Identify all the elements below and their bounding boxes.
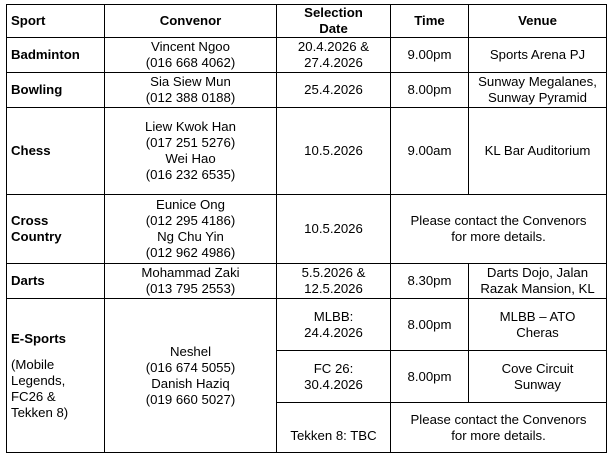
date-line: MLBB: (313, 308, 354, 324)
note-cross-country (391, 195, 607, 264)
convenor-name: Ng Chu Yin (157, 229, 224, 244)
sport-bowling: Bowling (7, 73, 105, 108)
venue-chess: KL Bar Auditorium (469, 108, 607, 195)
row-esports-mlbb (7, 299, 607, 351)
note-line: for more details. (451, 427, 546, 443)
row-bowling (7, 73, 607, 108)
convenor-name: Wei Hao (165, 151, 216, 166)
sport-sub-line: (Mobile (11, 356, 55, 372)
date-line: 24.4.2026 (304, 324, 363, 340)
convenor-phone: (016 668 4062) (145, 55, 236, 70)
date-tekken: Tekken 8: TBC (277, 403, 391, 453)
date-line: 27.4.2026 (304, 55, 363, 70)
sport-chess: Chess (7, 108, 105, 195)
row-darts (7, 264, 607, 299)
date-mlbb (277, 299, 391, 351)
convenor-phone: (016 232 6535) (145, 167, 236, 182)
row-cross-country (7, 195, 607, 264)
header-row (7, 5, 607, 38)
sports-selection-table (6, 4, 607, 453)
header-selection-date-line1: Selection (304, 5, 363, 20)
convenor-bowling (105, 73, 277, 108)
sport-name: E-Sports (11, 330, 66, 346)
header-convenor: Convenor (105, 5, 277, 38)
date-badminton (277, 38, 391, 73)
note-line: for more details. (451, 229, 546, 244)
time-bowling: 8.00pm (391, 73, 469, 108)
convenor-badminton (105, 38, 277, 73)
sport-darts: Darts (7, 264, 105, 299)
sport-sub-line: Legends, (11, 372, 66, 388)
convenor-name: Danish Haziq (151, 375, 230, 391)
date-line: 20.4.2026 & (297, 39, 370, 54)
time-badminton: 9.00pm (391, 38, 469, 73)
time-chess: 9.00am (391, 108, 469, 195)
convenor-phone: (016 674 5055) (145, 359, 236, 375)
convenor-esports (105, 299, 277, 453)
convenor-name: Sia Siew Mun (150, 74, 231, 89)
date-bowling: 25.4.2026 (277, 73, 391, 108)
date-cross-country: 10.5.2026 (277, 195, 391, 264)
time-darts: 8.30pm (391, 264, 469, 299)
convenor-phone: (019 660 5027) (145, 391, 236, 407)
venue-line: Sunway (514, 376, 561, 392)
note-tekken (391, 403, 607, 453)
header-selection-date (277, 5, 391, 38)
convenor-chess (105, 108, 277, 195)
date-line: 12.5.2026 (304, 281, 363, 296)
venue-line: Razak Mansion, KL (480, 281, 595, 296)
venue-line: Cheras (516, 324, 559, 340)
venue-mlbb (469, 299, 607, 351)
time-fc26: 8.00pm (391, 351, 469, 403)
venue-line: MLBB – ATO (499, 308, 576, 324)
venue-bowling (469, 73, 607, 108)
sport-sub-line: FC26 & (11, 388, 56, 404)
convenor-name: Liew Kwok Han (145, 119, 236, 134)
convenor-name: Eunice Ong (156, 197, 225, 212)
venue-line: Sunway Megalanes, (478, 74, 597, 89)
venue-line: Darts Dojo, Jalan (486, 265, 589, 280)
row-chess (7, 108, 607, 195)
venue-darts (469, 264, 607, 299)
venue-badminton: Sports Arena PJ (469, 38, 607, 73)
note-line: Please contact the Convenors (410, 411, 587, 427)
convenor-name: Vincent Ngoo (151, 39, 230, 54)
convenor-cross-country (105, 195, 277, 264)
venue-line: Sunway Pyramid (488, 90, 587, 105)
convenor-darts (105, 264, 277, 299)
sport-sub-line: Tekken 8) (11, 404, 69, 420)
convenor-phone: (013 795 2553) (145, 281, 236, 296)
header-sport: Sport (7, 5, 105, 38)
sport-line: Cross (11, 213, 49, 228)
convenor-phone: (012 388 0188) (145, 90, 236, 105)
date-fc26 (277, 351, 391, 403)
header-selection-date-line2: Date (319, 21, 348, 36)
sport-line: Country (11, 229, 62, 244)
date-line: 30.4.2026 (304, 376, 363, 392)
row-badminton (7, 38, 607, 73)
venue-line: Cove Circuit (501, 360, 574, 376)
sport-badminton: Badminton (7, 38, 105, 73)
convenor-phone: (012 962 4986) (145, 245, 236, 260)
sport-esports (7, 299, 105, 453)
note-line: Please contact the Convenors (410, 213, 587, 228)
header-time: Time (391, 5, 469, 38)
time-mlbb: 8.00pm (391, 299, 469, 351)
sport-subtitle (11, 357, 100, 421)
venue-fc26 (469, 351, 607, 403)
header-venue: Venue (469, 5, 607, 38)
convenor-name: Mohammad Zaki (141, 265, 240, 280)
date-line: 5.5.2026 & (301, 265, 366, 280)
date-chess: 10.5.2026 (277, 108, 391, 195)
date-line: FC 26: (313, 360, 354, 376)
convenor-phone: (012 295 4186) (145, 213, 236, 228)
convenor-phone: (017 251 5276) (145, 135, 236, 150)
sport-cross-country (7, 195, 105, 264)
convenor-name: Neshel (169, 343, 212, 359)
date-darts (277, 264, 391, 299)
